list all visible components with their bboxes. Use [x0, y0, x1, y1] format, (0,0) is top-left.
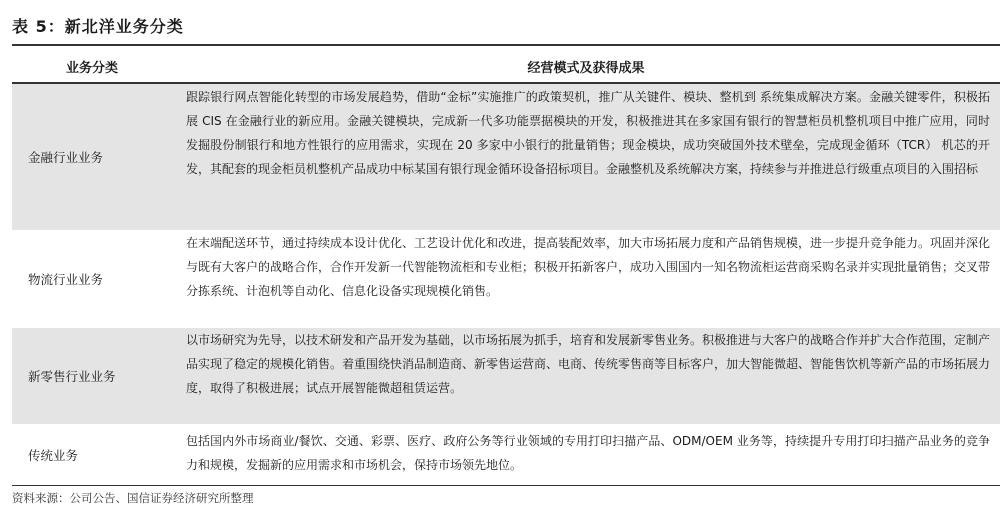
table-header [12, 50, 1000, 84]
row-content: 在末端配送环节，通过持续成本设计优化、工艺设计优化和改进，提高装配效率，加大市场拓展力度和产品销售规模，进一步提升竞争能力。巩固并深化与既有大客户的战略合作，合作开发新一代智能物流柜和专业柜；积极开拓新客户，成功入围国内一知名物流柜运营商采购名录并实现批量销售；交叉带分拣系统、计泡机等自动化、信息化设备实现规模化销售。 [186, 236, 991, 298]
table-row-new-retail [12, 328, 1000, 425]
row-content: 以市场研究为先导，以技术研发和产品开发为基础，以市场拓展为抓手，培育和发展新零售业务。积极推进与大客户的战略合作并扩大合作范围，定制产品实现了稳定的规模化销售。着重围绕快消品制造商、新零售运营商、电商、传统零售商等目标客户，加大智能微超、智能售饮机等新产品的市场拓展力度，取得了积极进展；试点开展智能微超租赁运营。 [186, 333, 991, 395]
title-divider [12, 44, 1000, 46]
table-row-logistics [12, 231, 1000, 328]
table-row-finance [12, 84, 1000, 231]
table-row-traditional [12, 425, 1000, 486]
row-content: 跟踪银行网点智能化转型的市场发展趋势，借助“金标”实施推广的政策契机，推广从关键件、模块、整机到 系统集成解决方案。金融关键零件，积极拓展 CIS 在金融行业的新应用。金融关键模块，完成新一代多功能票据模块的开发，积极推进其在多家国有银行的智慧柜员机整机项目中推广应用，同时发掘股份制银行和地方性银行的应用需求，实现在 20 多家中小银行的批量销售；现金模块，成功突破国外技术壁垒，完成现金循环（TCR） 机芯的开发，其配套的现金柜员机整机产品成功中标某国有银行现金循环设备招标项目。金融整机及系统解决方案，持续参与并推进总行级重点项目的入围招标 [186, 90, 990, 176]
row-category: 传统业务 [28, 448, 79, 463]
row-category: 新零售行业业务 [28, 369, 116, 384]
header-content: 经营模式及获得成果 [527, 60, 645, 76]
row-content: 包括国内外市场商业/餐饮、交通、彩票、医疗、政府公务等行业领域的专用打印扫描产品、ODM/OEM 业务等，持续提升专用打印扫描产品业务的竞争力和规模，发掘新的应用需求和市场机会，保持市场领先地位。 [186, 434, 990, 472]
source-note: 资料来源：公司公告、国信证券经济研究所整理 [12, 491, 254, 505]
header-category: 业务分类 [65, 60, 118, 76]
row-category: 物流行业业务 [28, 272, 104, 287]
row-category: 金融行业业务 [28, 150, 104, 165]
business-classification-table [12, 50, 1000, 486]
table-title: 表 5：新北洋业务分类 [12, 17, 184, 36]
